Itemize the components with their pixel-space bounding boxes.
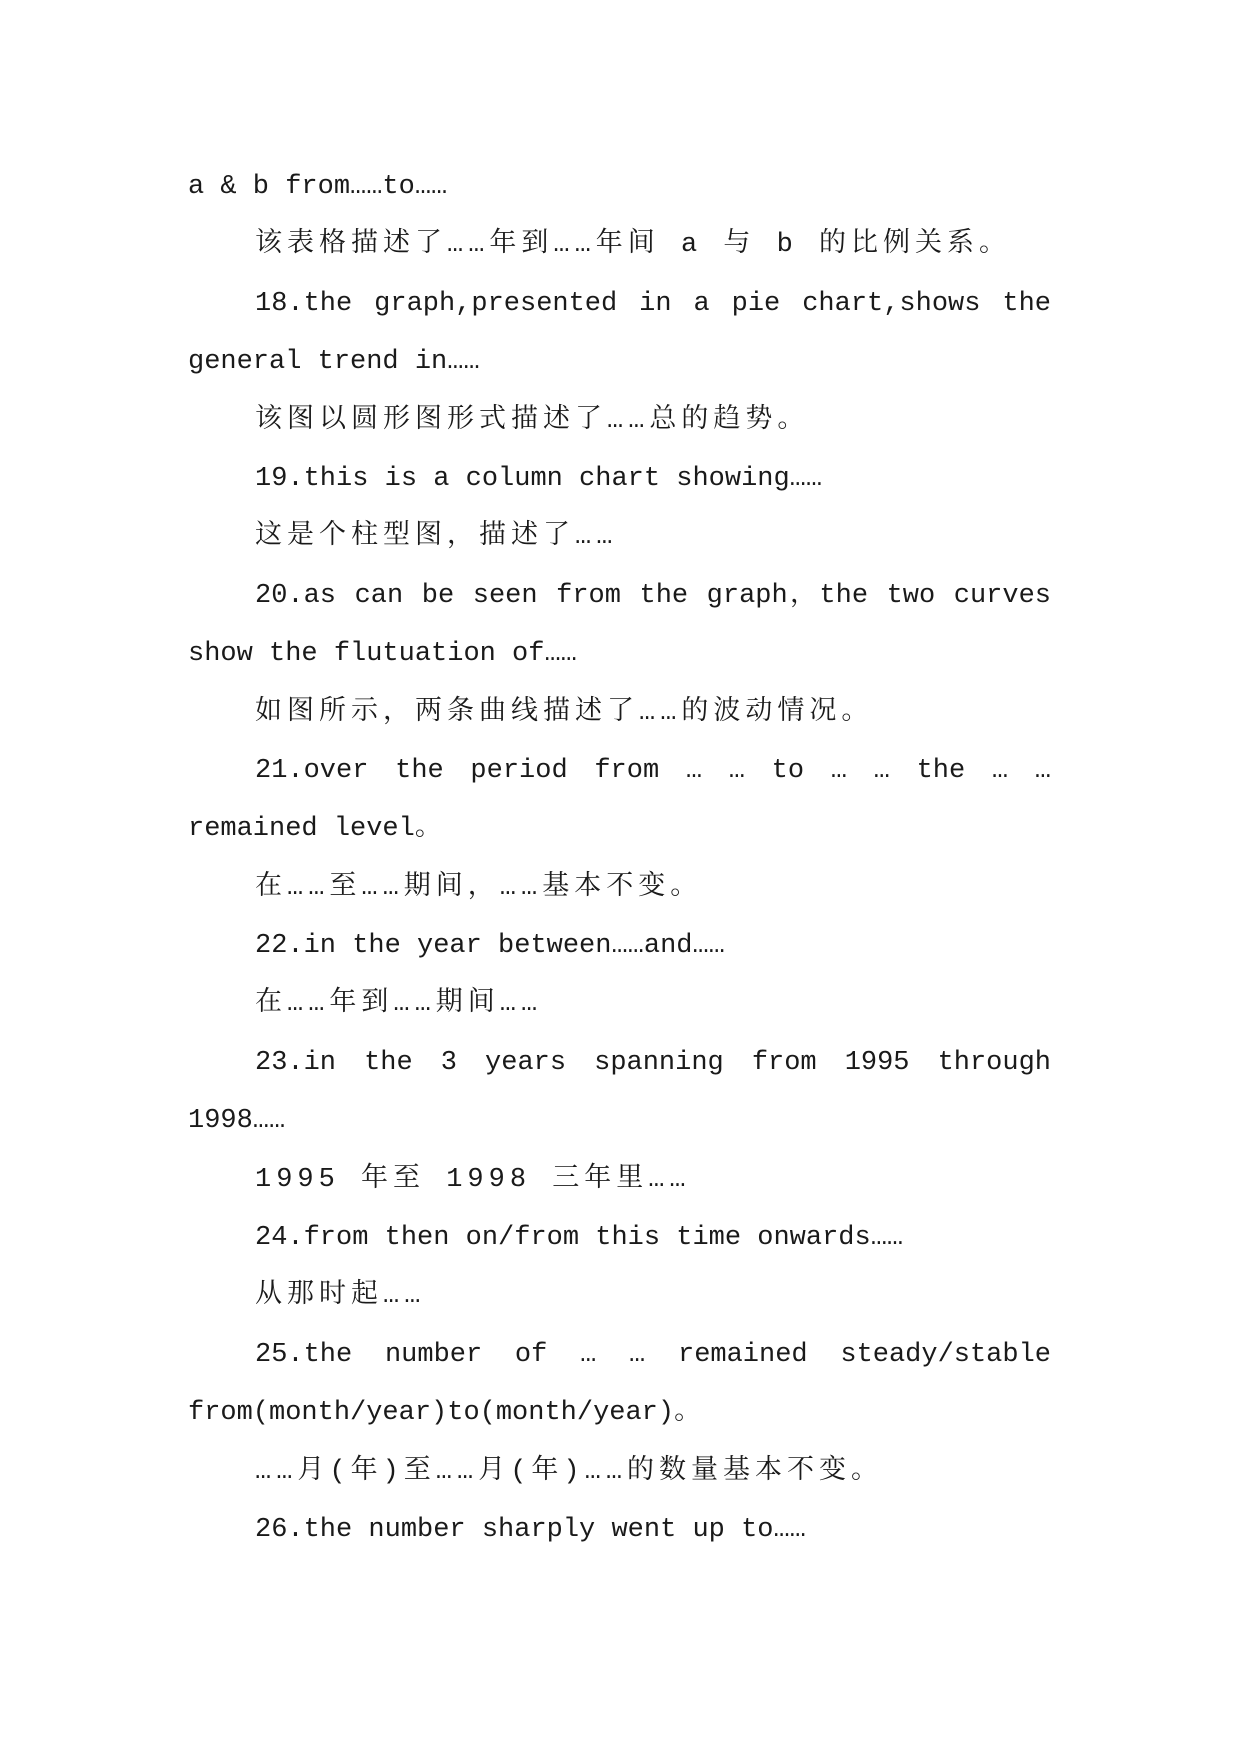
document-line-translation: 1995 年至 1998 三年里…… <box>255 1164 691 1195</box>
document-line-phrase-18: 18.the graph,presented in a pie chart,shows the <box>255 288 1051 319</box>
document-line-translation: 从那时起…… <box>255 1281 426 1312</box>
document-line-phrase-22: 22.in the year between……and…… <box>255 931 725 962</box>
document-line-translation: ……月(年)至……月(年)……的数量基本不变。 <box>255 1456 884 1487</box>
document-line: 1998…… <box>188 1106 286 1137</box>
document-line: a & b from……to…… <box>188 172 448 202</box>
document-line-phrase-21: 21.over the period from … … to … … the … … <box>255 755 1051 786</box>
document-line-phrase-20: 20.as can be seen from the graph，the two curves <box>255 580 1051 611</box>
document-line-phrase-24: 24.from then on/from this time onwards…… <box>255 1223 904 1254</box>
document-line-phrase-26: 26.the number sharply went up to…… <box>255 1514 806 1545</box>
document-line-phrase-23: 23.in the 3 years spanning from 1995 through <box>255 1047 1051 1078</box>
document-line-translation: 如图所示，两条曲线描述了……的波动情况。 <box>255 697 874 728</box>
document-line: from(month/year)to(month/year)。 <box>188 1398 702 1429</box>
document-line-translation: 在……年到……期间…… <box>255 989 543 1020</box>
document-line: show the flutuation of…… <box>188 639 577 670</box>
document-line-translation: 该图以圆形图形式描述了……总的趋势。 <box>255 405 810 436</box>
document-line: general trend in…… <box>188 347 480 378</box>
document-line-phrase-19: 19.this is a column chart showing…… <box>255 463 823 494</box>
document-line-translation: 这是个柱型图，描述了…… <box>255 522 618 553</box>
document-line-translation: 该表格描述了……年到……年间 a 与 b 的比例关系。 <box>255 230 1012 261</box>
document-line-phrase-25: 25.the number of … … remained steady/stable <box>255 1339 1051 1370</box>
document-line-translation: 在……至……期间，……基本不变。 <box>255 872 703 903</box>
document-line: remained level。 <box>188 814 442 845</box>
document-body <box>188 158 1051 1559</box>
